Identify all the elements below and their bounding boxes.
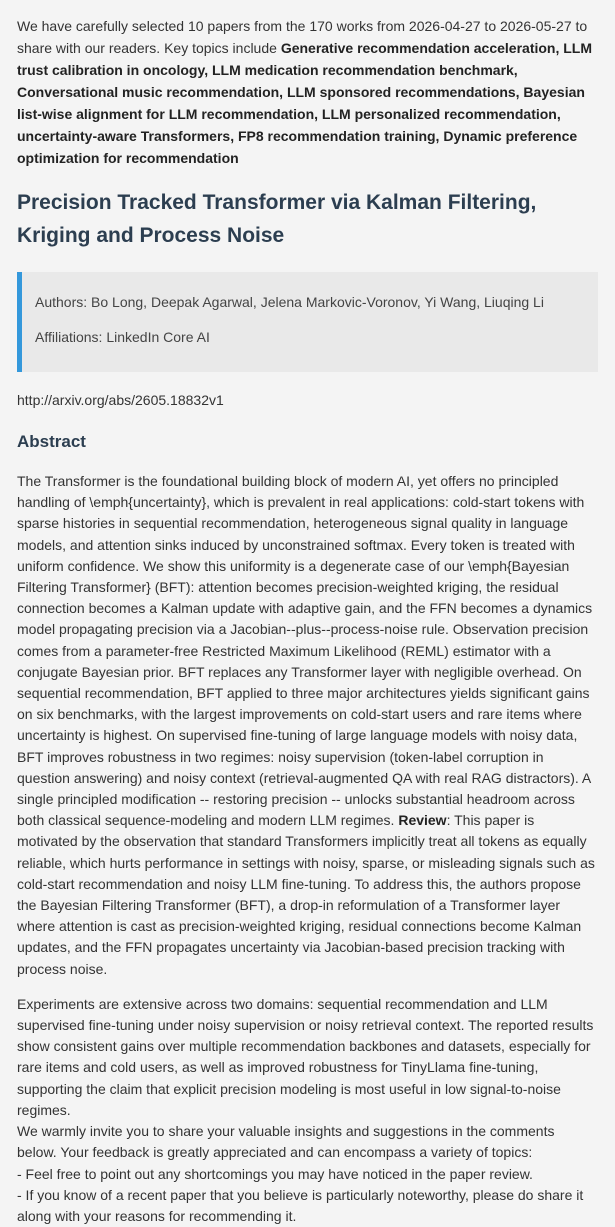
review-label: Review bbox=[398, 812, 447, 829]
closing-paragraph bbox=[17, 994, 598, 1227]
key-topics: Generative recommendation acceleration, LLM trust calibration in oncology, LLM medication recommendation benchmark, Conversational music recommendation, LLM sponsored recommendations, Bayesian list-wise alignment for LLM recommendation, LLM personalized recommendation, uncertainty-aware Transformers, FP8 recommendation training, Dynamic preference optimization for recommendation bbox=[17, 40, 593, 166]
paper-title: Precision Tracked Transformer via Kalman Filtering, Kriging and Process Noise bbox=[17, 191, 537, 247]
paper-link[interactable]: http://arxiv.org/abs/2605.18832v1 bbox=[17, 392, 224, 408]
experiments-text: Experiments are extensive across two domains: sequential recommendation and LLM supervised fine-tuning under noisy supervision or noisy retrieval context. The reported results show consistent gains over multiple recommendation backbones and datasets, especially for rare items and cold users, as well as improved robustness for TinyLlama fine-tuning, supporting the claim that explicit precision modeling is most useful in low signal-to-noise regimes. bbox=[17, 995, 594, 1118]
affiliations: Affiliations: LinkedIn Core AI bbox=[35, 329, 210, 345]
feedback-bullet-2: - If you know of a recent paper that you believe is particularly noteworthy, please do share it along with your reasons for recommending it. bbox=[17, 1186, 584, 1224]
intro-paragraph bbox=[17, 15, 598, 169]
abstract-paragraph bbox=[17, 471, 598, 980]
authors: Authors: Bo Long, Deepak Agarwal, Jelena Markovic-Voronov, Yi Wang, Liuqing Li bbox=[35, 294, 544, 310]
paper-meta-box bbox=[17, 272, 598, 372]
review-text: : This paper is motivated by the observation that standard Transformers implicitly treat all tokens as equally reliable, which hurts performance in settings with noisy, sparse, or misleading signals such as cold-start recommendation and noisy LLM fine-tuning. To address this, the authors propose the Bayesian Filtering Transformer (BFT), a drop-in reformulation of a Transformer layer where attention is cast as precision-weighted kriging, residual connections become Kalman updates, and the FFN propagates uncertainty via Jacobian-based precision tracking with process noise. bbox=[17, 812, 595, 977]
abstract-text: The Transformer is the foundational building block of modern AI, yet offers no principled handling of \emph{uncertainty}, which is prevalent in real applications: cold-start tokens with sparse histories in sequential recommendation, heterogeneous signal quality in language models, and attention sinks induced by unconstrained softmax. Every token is treated with uniform confidence. We show this uniformity is a degenerate case of our \emph{Bayesian Filtering Transformer} (BFT): attention becomes precision-weighted kriging, the residual connection becomes a Kalman update with adaptive gain, and the FFN becomes a dynamics model propagating precision via a Jacobian--plus--process-noise rule. Observation precision comes from a parameter-free Restricted Maximum Likelihood (REML) estimator with a conjugate Bayesian prior. BFT replaces any Transformer layer with negligible overhead. On sequential recommendation, BFT applied to three major architectures yields significant gains on six benchmarks, with the largest improvements on cold-start users and rare items where uncertainty is highest. On supervised fine-tuning of large language models with noisy data, BFT improves robustness in two regimes: noisy supervision (token-label corruption in question answering) and noisy context (retrieval-augmented QA with real RAG distractors). A single principled modification -- restoring precision -- unlocks substantial headroom across both classical sequence-modeling and modern LLM regimes. bbox=[17, 473, 593, 829]
abstract-heading: Abstract bbox=[17, 432, 86, 451]
feedback-bullet-1: - Feel free to point out any shortcomings you may have noticed in the paper review. bbox=[17, 1165, 533, 1182]
intro-text: We have carefully selected 10 papers from the 170 works from 2026-04-27 to 2026-05-27 to share with our readers. Key topics include bbox=[17, 18, 588, 56]
invite-text: We warmly invite you to share your valuable insights and suggestions in the comments below. Your feedback is greatly appreciated and can encompass a variety of topics: bbox=[17, 1123, 555, 1161]
